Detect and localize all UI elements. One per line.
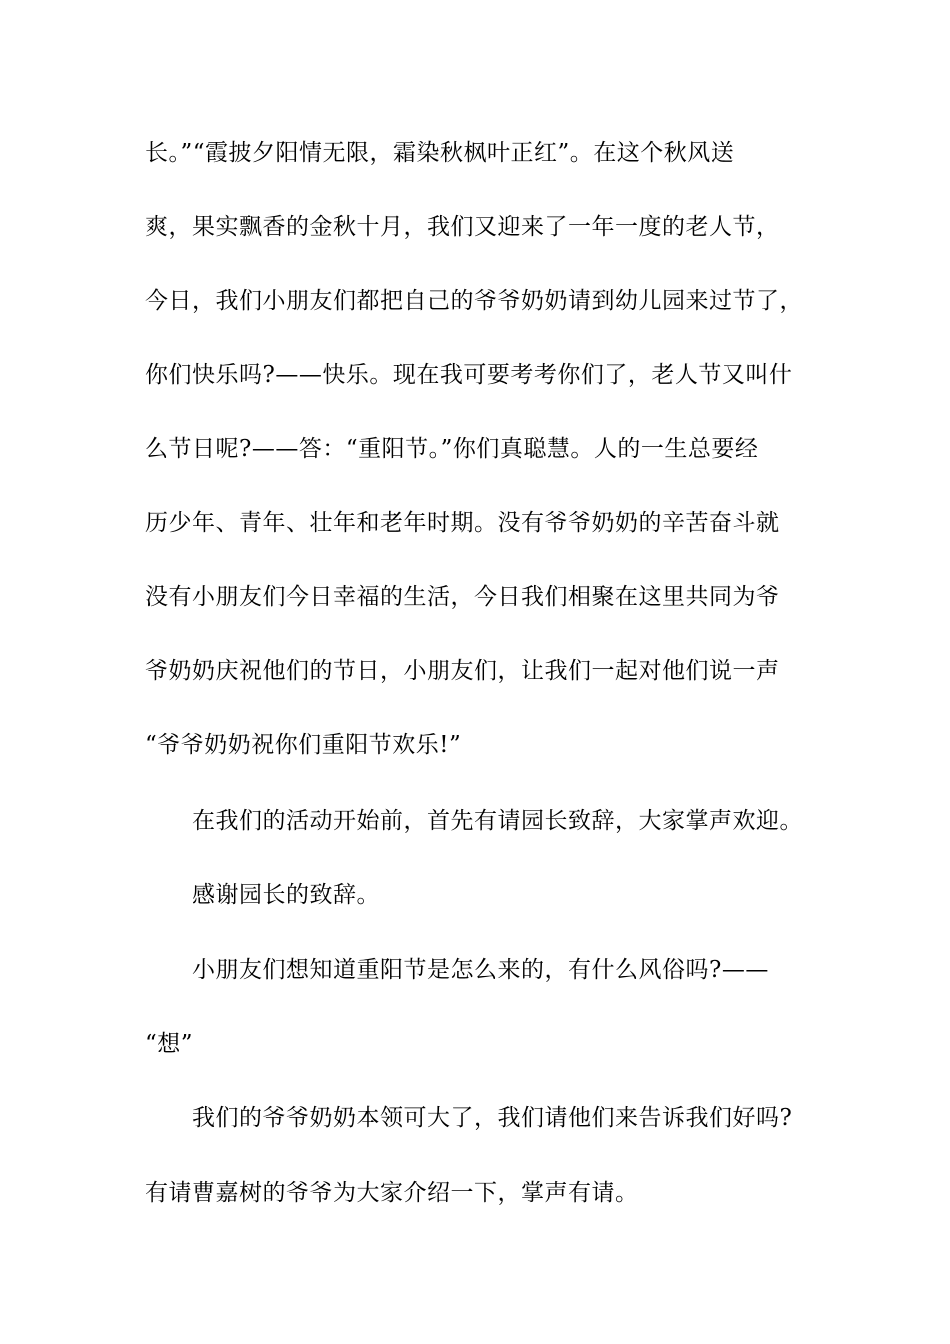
text-line: 爽，果实飘香的金秋十月，我们又迎来了一年一度的老人节， [145, 214, 780, 240]
paragraph-line: 我们的爷爷奶奶本领可大了，我们请他们来告诉我们好吗? [192, 1105, 793, 1131]
paragraph-line: 小朋友们想知道重阳节是怎么来的，有什么风俗吗?—— [192, 957, 769, 983]
text-line: 爷奶奶庆祝他们的节日，小朋友们，让我们一起对他们说一声 [145, 658, 780, 684]
text-line: 么节日呢?——答：“重阳节。”你们真聪慧。人的一生总要经 [145, 436, 759, 462]
paragraph-line: 感谢园长的致辞。 [192, 882, 380, 908]
text-line: 长。”“霞披夕阳情无限，霜染秋枫叶正红”。在这个秋风送 [145, 140, 735, 166]
paragraph-line: 在我们的活动开始前，首先有请园长致辞，大家掌声欢迎。 [192, 808, 803, 834]
text-line: 今日，我们小朋友们都把自己的爷爷奶奶请到幼儿园来过节了， [145, 288, 803, 314]
text-line: “爷爷奶奶祝你们重阳节欢乐!” [145, 732, 462, 758]
text-line: “想” [145, 1031, 194, 1057]
text-line: 有请曹嘉树的爷爷为大家介绍一下，掌声有请。 [145, 1180, 639, 1206]
text-line: 历少年、青年、壮年和老年时期。没有爷爷奶奶的辛苦奋斗就 [145, 510, 780, 536]
text-line: 你们快乐吗?——快乐。现在我可要考考你们了，老人节又叫什 [145, 362, 793, 388]
text-line: 没有小朋友们今日幸福的生活，今日我们相聚在这里共同为爷 [145, 584, 780, 610]
